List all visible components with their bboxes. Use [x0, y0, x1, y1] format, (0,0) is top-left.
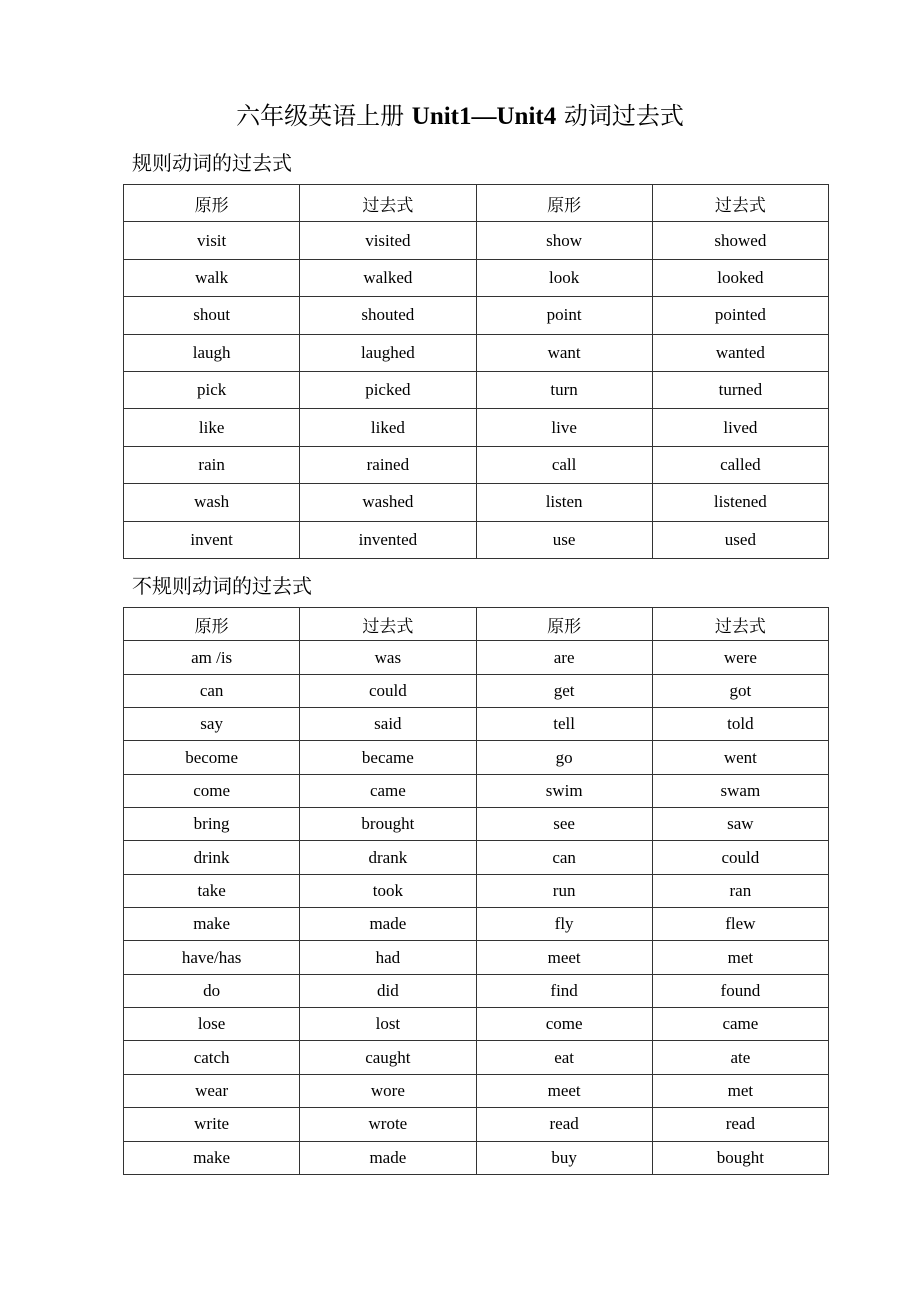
table-row: [124, 484, 829, 521]
table-row: [124, 371, 829, 408]
base-form-cell: pick: [124, 371, 300, 408]
base-form-cell: fly: [476, 908, 652, 941]
base-form-cell: catch: [124, 1041, 300, 1074]
base-form-cell: drink: [124, 841, 300, 874]
table-row: [124, 974, 829, 1007]
table-row: [124, 908, 829, 941]
past-tense-cell: walked: [300, 259, 476, 296]
column-header: 过去式: [300, 185, 476, 222]
base-form-cell: walk: [124, 259, 300, 296]
table-row: [124, 808, 829, 841]
base-form-cell: find: [476, 974, 652, 1007]
base-form-cell: listen: [476, 484, 652, 521]
past-tense-cell: said: [300, 708, 476, 741]
past-tense-cell: invented: [300, 521, 476, 558]
header-row: [124, 185, 829, 222]
table-row: [124, 1141, 829, 1174]
past-tense-cell: bought: [652, 1141, 828, 1174]
table-row: [124, 1074, 829, 1107]
past-tense-cell: became: [300, 741, 476, 774]
base-form-cell: say: [124, 708, 300, 741]
title-suffix: 动词过去式: [556, 102, 684, 130]
base-form-cell: laugh: [124, 334, 300, 371]
past-tense-cell: came: [300, 774, 476, 807]
table-row: [124, 222, 829, 259]
past-tense-cell: called: [652, 446, 828, 483]
base-form-cell: wear: [124, 1074, 300, 1107]
base-form-cell: like: [124, 409, 300, 446]
past-tense-cell: ran: [652, 874, 828, 907]
past-tense-cell: swam: [652, 774, 828, 807]
base-form-cell: meet: [476, 1074, 652, 1107]
table-row: [124, 1041, 829, 1074]
base-form-cell: rain: [124, 446, 300, 483]
past-tense-cell: made: [300, 1141, 476, 1174]
table-row: [124, 1008, 829, 1041]
table-row: [124, 741, 829, 774]
base-form-cell: turn: [476, 371, 652, 408]
table-row: [124, 297, 829, 334]
base-form-cell: eat: [476, 1041, 652, 1074]
past-tense-cell: made: [300, 908, 476, 941]
past-tense-cell: met: [652, 941, 828, 974]
column-header: 过去式: [652, 185, 828, 222]
base-form-cell: am /is: [124, 641, 300, 674]
past-tense-cell: was: [300, 641, 476, 674]
past-tense-cell: pointed: [652, 297, 828, 334]
past-tense-cell: brought: [300, 808, 476, 841]
base-form-cell: want: [476, 334, 652, 371]
table-row: [124, 1108, 829, 1141]
base-form-cell: buy: [476, 1141, 652, 1174]
base-form-cell: have/has: [124, 941, 300, 974]
base-form-cell: read: [476, 1108, 652, 1141]
past-tense-cell: lived: [652, 409, 828, 446]
column-header: 原形: [124, 608, 300, 641]
past-tense-cell: read: [652, 1108, 828, 1141]
past-tense-cell: went: [652, 741, 828, 774]
table-row: [124, 521, 829, 558]
column-header: 原形: [124, 185, 300, 222]
table-row: [124, 446, 829, 483]
base-form-cell: meet: [476, 941, 652, 974]
base-form-cell: come: [476, 1008, 652, 1041]
past-tense-cell: visited: [300, 222, 476, 259]
past-tense-cell: used: [652, 521, 828, 558]
past-tense-cell: turned: [652, 371, 828, 408]
page-title: [0, 96, 920, 131]
base-form-cell: point: [476, 297, 652, 334]
irregular-verbs-table: [123, 607, 829, 1175]
past-tense-cell: caught: [300, 1041, 476, 1074]
irregular-verbs-heading: 不规则动词的过去式: [132, 574, 312, 598]
base-form-cell: come: [124, 774, 300, 807]
base-form-cell: shout: [124, 297, 300, 334]
column-header: 原形: [476, 185, 652, 222]
base-form-cell: are: [476, 641, 652, 674]
table-row: [124, 259, 829, 296]
past-tense-cell: drank: [300, 841, 476, 874]
table-row: [124, 409, 829, 446]
past-tense-cell: rained: [300, 446, 476, 483]
base-form-cell: see: [476, 808, 652, 841]
base-form-cell: look: [476, 259, 652, 296]
table-row: [124, 874, 829, 907]
past-tense-cell: laughed: [300, 334, 476, 371]
table-row: [124, 774, 829, 807]
table-row: [124, 641, 829, 674]
base-form-cell: become: [124, 741, 300, 774]
base-form-cell: invent: [124, 521, 300, 558]
table-row: [124, 674, 829, 707]
base-form-cell: do: [124, 974, 300, 1007]
past-tense-cell: wanted: [652, 334, 828, 371]
past-tense-cell: ate: [652, 1041, 828, 1074]
past-tense-cell: showed: [652, 222, 828, 259]
past-tense-cell: saw: [652, 808, 828, 841]
past-tense-cell: took: [300, 874, 476, 907]
past-tense-cell: told: [652, 708, 828, 741]
base-form-cell: call: [476, 446, 652, 483]
past-tense-cell: had: [300, 941, 476, 974]
column-header: 过去式: [300, 608, 476, 641]
past-tense-cell: listened: [652, 484, 828, 521]
past-tense-cell: could: [652, 841, 828, 874]
base-form-cell: tell: [476, 708, 652, 741]
title-units: Unit1—Unit4: [411, 103, 557, 130]
past-tense-cell: lost: [300, 1008, 476, 1041]
past-tense-cell: came: [652, 1008, 828, 1041]
base-form-cell: make: [124, 1141, 300, 1174]
base-form-cell: use: [476, 521, 652, 558]
header-row: [124, 608, 829, 641]
past-tense-cell: could: [300, 674, 476, 707]
table-row: [124, 941, 829, 974]
past-tense-cell: shouted: [300, 297, 476, 334]
base-form-cell: lose: [124, 1008, 300, 1041]
table-row: [124, 708, 829, 741]
base-form-cell: bring: [124, 808, 300, 841]
past-tense-cell: did: [300, 974, 476, 1007]
regular-verbs-table: [123, 184, 829, 559]
base-form-cell: swim: [476, 774, 652, 807]
column-header: 原形: [476, 608, 652, 641]
base-form-cell: get: [476, 674, 652, 707]
past-tense-cell: met: [652, 1074, 828, 1107]
base-form-cell: visit: [124, 222, 300, 259]
base-form-cell: make: [124, 908, 300, 941]
column-header: 过去式: [652, 608, 828, 641]
past-tense-cell: were: [652, 641, 828, 674]
past-tense-cell: wore: [300, 1074, 476, 1107]
past-tense-cell: picked: [300, 371, 476, 408]
table-row: [124, 334, 829, 371]
base-form-cell: show: [476, 222, 652, 259]
base-form-cell: can: [476, 841, 652, 874]
regular-verbs-heading: 规则动词的过去式: [132, 151, 292, 175]
past-tense-cell: looked: [652, 259, 828, 296]
title-prefix: 六年级英语上册: [236, 102, 412, 130]
past-tense-cell: wrote: [300, 1108, 476, 1141]
past-tense-cell: got: [652, 674, 828, 707]
past-tense-cell: flew: [652, 908, 828, 941]
base-form-cell: can: [124, 674, 300, 707]
past-tense-cell: found: [652, 974, 828, 1007]
base-form-cell: run: [476, 874, 652, 907]
table-row: [124, 841, 829, 874]
base-form-cell: go: [476, 741, 652, 774]
base-form-cell: write: [124, 1108, 300, 1141]
past-tense-cell: washed: [300, 484, 476, 521]
base-form-cell: take: [124, 874, 300, 907]
base-form-cell: live: [476, 409, 652, 446]
past-tense-cell: liked: [300, 409, 476, 446]
base-form-cell: wash: [124, 484, 300, 521]
